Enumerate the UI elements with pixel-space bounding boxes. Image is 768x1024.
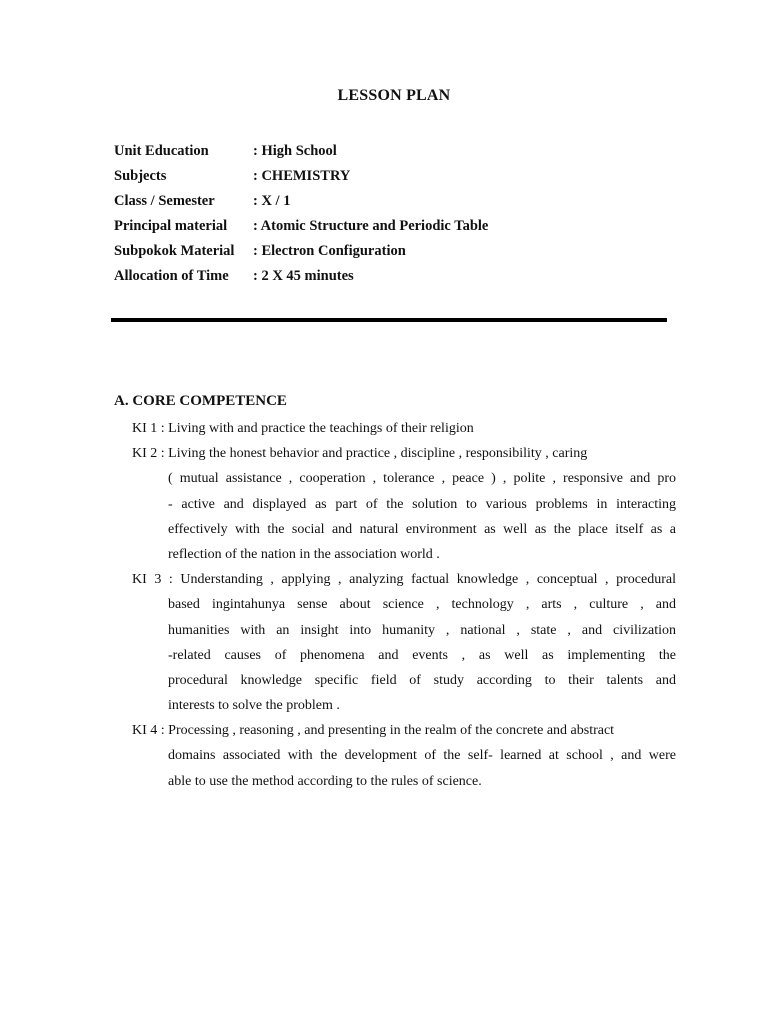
ki-text-line: able to use the method according to the rules of science. bbox=[168, 773, 482, 789]
info-value: : CHEMISTRY bbox=[253, 168, 351, 184]
core-competence-list bbox=[132, 416, 676, 794]
info-label: Class / Semester bbox=[114, 193, 215, 209]
info-value: : Electron Configuration bbox=[253, 243, 406, 259]
section-heading-core-competence: A. CORE COMPETENCE bbox=[114, 393, 287, 409]
ki-text-line: procedural knowledge specific field of study according to their talents and bbox=[168, 672, 676, 688]
ki-4-item bbox=[132, 718, 676, 794]
ki-text-line: effectively with the social and natural environment as well as the place itself as a bbox=[168, 521, 676, 537]
ki-text-line: KI 1 : Living with and practice the teachings of their religion bbox=[132, 421, 474, 436]
ki-text-line: reflection of the nation in the association world . bbox=[168, 546, 440, 562]
info-label: Unit Education bbox=[114, 143, 209, 159]
page-title: LESSON PLAN bbox=[337, 87, 451, 104]
ki-text-line: based ingintahunya sense about science , technology , arts , culture , and bbox=[168, 597, 676, 613]
ki-text-line: KI 3 : Understanding , applying , analyzing factual knowledge , conceptual , procedural bbox=[132, 572, 676, 588]
info-value: : High School bbox=[253, 143, 337, 159]
info-label: Subpokok Material bbox=[114, 243, 235, 259]
ki-1-item bbox=[132, 416, 676, 441]
ki-3-item bbox=[132, 567, 676, 718]
ki-2-item bbox=[132, 441, 676, 567]
horizontal-divider bbox=[111, 318, 667, 322]
info-label: Allocation of Time bbox=[114, 268, 229, 284]
ki-text-line: ( mutual assistance , cooperation , tolerance , peace ) , polite , responsive and pro bbox=[168, 471, 676, 487]
ki-text-line: domains associated with the development of the self- learned at school , and were bbox=[168, 748, 676, 764]
ki-text-line: -related causes of phenomena and events , as well as implementing the bbox=[168, 647, 676, 663]
info-value: : 2 X 45 minutes bbox=[253, 268, 354, 284]
ki-text-line: interests to solve the problem . bbox=[168, 698, 340, 714]
ki-text-line: humanities with an insight into humanity , national , state , and civilization bbox=[168, 622, 676, 638]
info-label: Subjects bbox=[114, 168, 167, 184]
info-value: : Atomic Structure and Periodic Table bbox=[253, 218, 489, 234]
info-value: : X / 1 bbox=[253, 193, 291, 209]
ki-text-line: KI 4 : Processing , reasoning , and presenting in the realm of the concrete and abstract bbox=[132, 723, 615, 739]
info-label: Principal material bbox=[114, 218, 228, 234]
ki-text-line: - active and displayed as part of the solution to various problems in interacting bbox=[168, 496, 676, 512]
ki-text-line: KI 2 : Living the honest behavior and practice , discipline , responsibility , caring bbox=[132, 446, 588, 462]
